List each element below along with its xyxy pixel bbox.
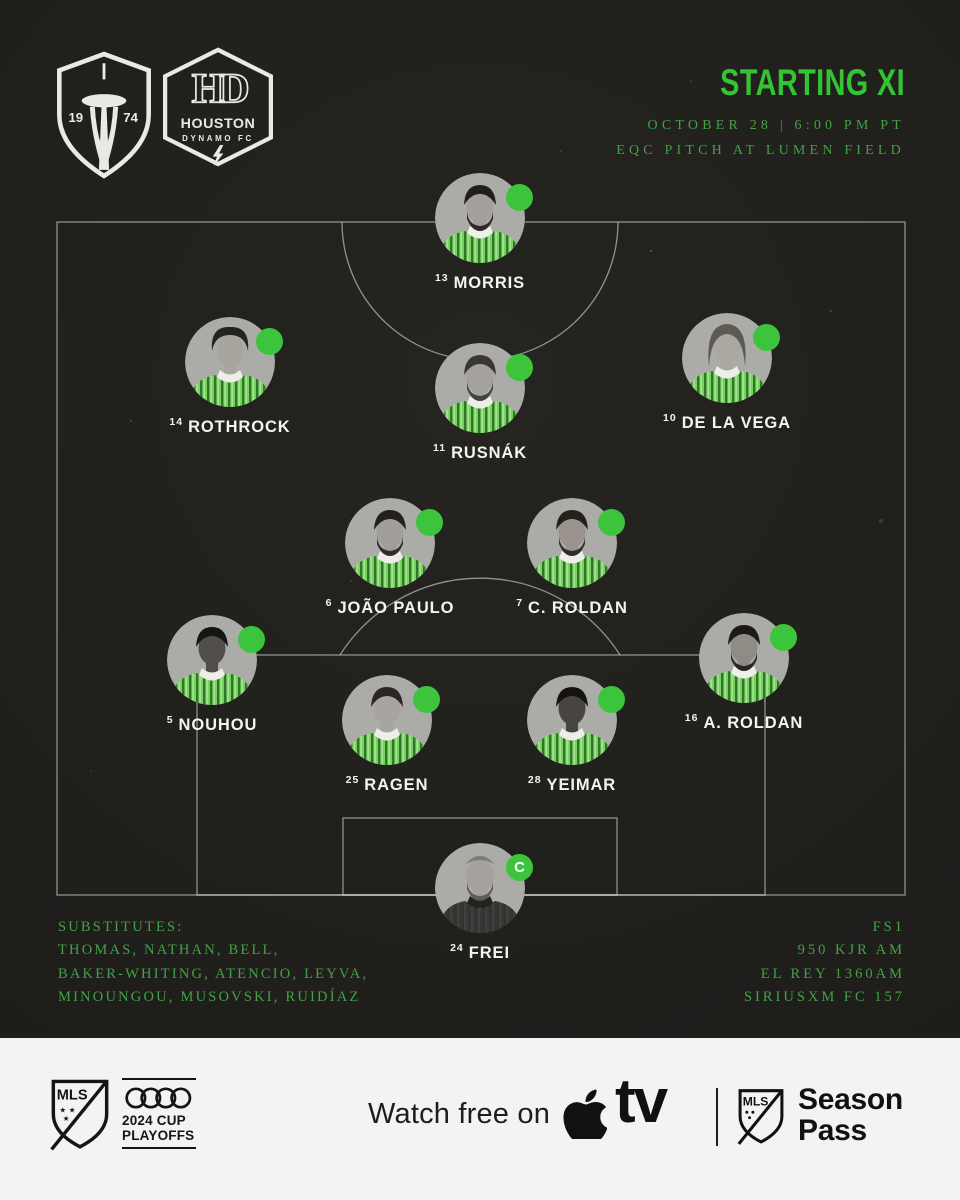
player-label <box>87 714 337 735</box>
season-pass-line: Season <box>798 1083 903 1116</box>
match-venue: EQC PITCH AT LUMEN FIELD <box>616 143 905 158</box>
broadcast-line: SIRIUSXM FC 157 <box>743 989 905 1006</box>
svg-text:HD: HD <box>191 65 245 113</box>
watch-free-text: Watch free on <box>368 1098 551 1130</box>
player-label <box>355 272 605 293</box>
playoffs-label: PLAYOFFS <box>122 1127 195 1143</box>
player-number: 11 <box>432 442 447 454</box>
svg-text:74: 74 <box>123 110 138 126</box>
substitutes-label: SUBSTITUTES: <box>58 919 184 935</box>
player-chip <box>684 613 804 732</box>
player-label <box>602 412 852 433</box>
player-name: RAGEN <box>364 776 429 794</box>
broadcast-line: EL REY 1360AM <box>760 965 905 982</box>
player-chip <box>663 313 791 432</box>
player-number: 7 <box>516 597 524 609</box>
player-name: FREI <box>468 944 510 962</box>
player-name: DE LA VEGA <box>681 414 791 432</box>
player-chip <box>325 498 455 617</box>
player-name: C. ROLDAN <box>528 599 628 617</box>
captain-badge <box>598 509 625 536</box>
appletv-wordmark: tv <box>615 1067 667 1136</box>
player-number: 14 <box>169 416 184 428</box>
player-chip <box>166 615 258 734</box>
substitutes-line: THOMAS, NATHAN, BELL, <box>58 942 280 959</box>
player-label <box>105 416 355 437</box>
player-name: MORRIS <box>453 274 526 292</box>
captain-badge <box>506 354 533 381</box>
player-number: 10 <box>663 412 677 424</box>
player-chip <box>516 498 628 617</box>
captain-badge <box>413 686 440 713</box>
player-label <box>619 712 869 733</box>
player-chip <box>435 843 525 962</box>
player-number: 16 <box>684 712 699 724</box>
player-label <box>447 774 697 795</box>
player-chip <box>527 675 617 794</box>
broadcast-line: FS1 <box>872 919 905 935</box>
player-number: 25 <box>345 774 360 786</box>
captain-badge <box>770 624 797 651</box>
svg-text:★: ★ <box>68 1105 76 1115</box>
player-number: 5 <box>166 714 174 726</box>
svg-text:★: ★ <box>59 1105 67 1115</box>
player-label <box>355 942 605 963</box>
page-title: STARTING XI <box>720 62 905 103</box>
player-name: A. ROLDAN <box>703 714 804 732</box>
player-chip <box>169 317 291 436</box>
svg-text:★: ★ <box>62 1114 70 1124</box>
player-number: 28 <box>527 774 542 786</box>
player-chip <box>432 343 528 462</box>
player-name: ROTHROCK <box>188 418 291 436</box>
captain-badge <box>256 328 283 355</box>
player-chip <box>342 675 432 794</box>
captain-badge <box>598 686 625 713</box>
substitutes-line: MINOUNGOU, MUSOVSKI, RUIDÍAZ <box>58 989 361 1006</box>
player-number: 13 <box>434 272 449 284</box>
captain-badge <box>416 509 443 536</box>
player-name: JOÃO PAULO <box>337 599 455 617</box>
player-chip <box>434 173 526 292</box>
player-label <box>355 442 605 463</box>
captain-badge: C <box>506 854 533 881</box>
match-datetime: OCTOBER 28 | 6:00 PM PT <box>647 118 905 133</box>
substitutes-line: BAKER-WHITING, ATENCIO, LEYVA, <box>58 965 369 982</box>
player-number: 6 <box>325 597 333 609</box>
svg-text:19: 19 <box>68 110 84 126</box>
svg-text:DYNAMO FC: DYNAMO FC <box>182 133 254 143</box>
player-number: 24 <box>450 942 464 954</box>
broadcast-line: 950 KJR AM <box>797 942 905 959</box>
captain-badge <box>506 184 533 211</box>
svg-text:MLS: MLS <box>742 1094 769 1109</box>
captain-badge <box>753 324 780 351</box>
player-label <box>447 597 697 618</box>
season-pass-line: Pass <box>798 1114 867 1147</box>
playoffs-label: 2024 CUP <box>122 1113 186 1128</box>
captain-badge <box>238 626 265 653</box>
player-name: NOUHOU <box>178 716 258 734</box>
svg-text:MLS: MLS <box>56 1087 88 1104</box>
player-name: YEIMAR <box>546 776 617 794</box>
svg-text:HOUSTON: HOUSTON <box>180 116 256 133</box>
player-name: RUSNÁK <box>451 444 528 462</box>
